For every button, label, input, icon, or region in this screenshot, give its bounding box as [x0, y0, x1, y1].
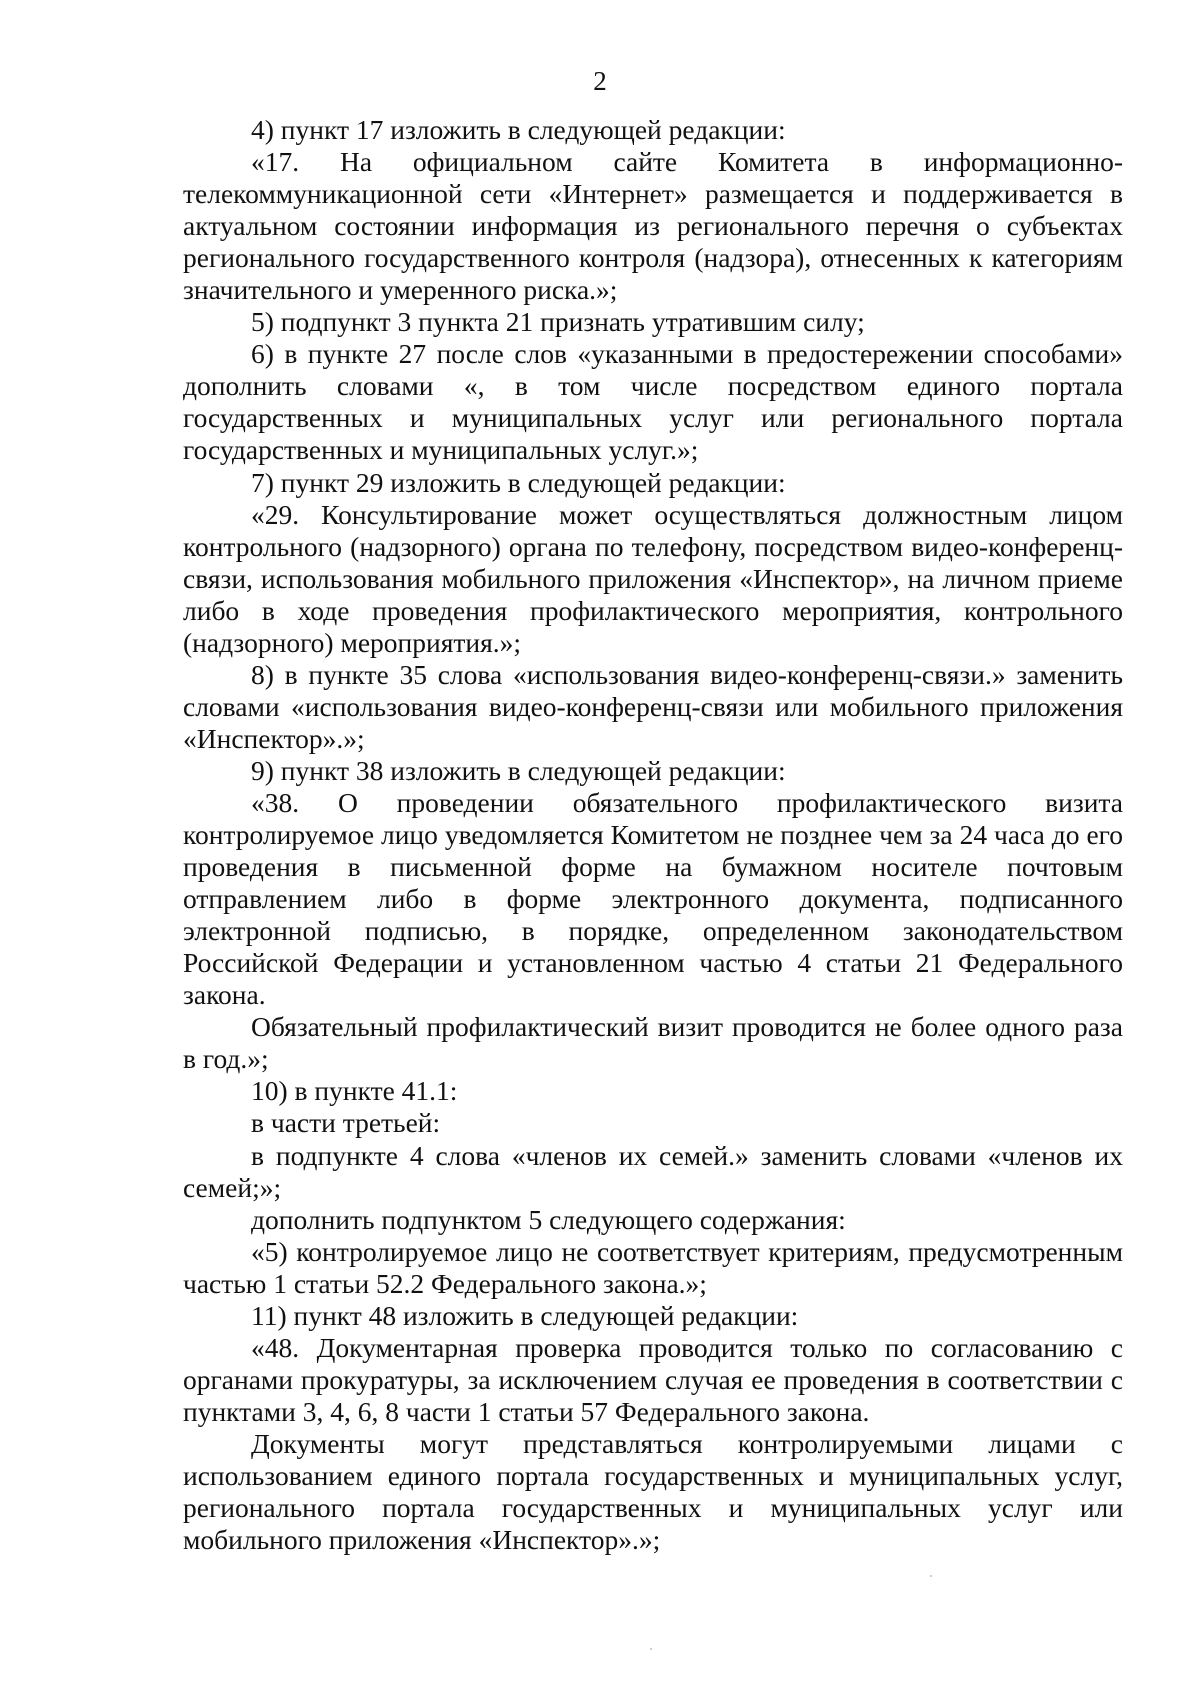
- paragraph-item-8: 8) в пункте 35 слова «использования видео-конференц-связи.» заменить словами «использования видео-конференц-связи или мобильного приложения «Инспектор».»;: [183, 658, 1123, 754]
- paragraph-subpoint-4-change: в подпункте 4 слова «членов их семей.» заменить словами «членов их семей;»;: [183, 1139, 1123, 1203]
- page-number: 2: [593, 66, 607, 96]
- scan-speck: [650, 1648, 652, 1650]
- paragraph-add-subpoint-5: дополнить подпунктом 5 следующего содержания:: [251, 1203, 846, 1235]
- paragraph-item-4: 4) пункт 17 изложить в следующей редакции:: [251, 114, 786, 145]
- scan-speck: [930, 1575, 932, 1577]
- paragraph-item-5: 5) подпункт 3 пункта 21 признать утратившим силу;: [251, 306, 865, 338]
- paragraph-item-11: 11) пункт 48 изложить в следующей редакции:: [251, 1299, 799, 1331]
- paragraph-point-17-text: «17. На официальном сайте Комитета в информационно-телекоммуникационной сети «Интернет» размещается и поддерживается в актуальном состоянии информация из регионального перечня о субъектах регионального государственного контроля (надзора), отнесенных к категориям значительного и умеренного риска.»;: [183, 146, 1123, 306]
- paragraph-part-three: в части третьей:: [251, 1107, 441, 1139]
- paragraph-item-7: 7) пункт 29 изложить в следующей редакции:: [251, 466, 786, 498]
- paragraph-item-10: 10) в пункте 41.1:: [251, 1075, 458, 1107]
- document-body: [183, 114, 1123, 1556]
- paragraph-subpoint-5-text: «5) контролируемое лицо не соответствует критериям, предусмотренным частью 1 статьи 52.2 Федерального закона.»;: [183, 1235, 1123, 1299]
- paragraph-item-9: 9) пункт 38 изложить в следующей редакции:: [251, 754, 786, 786]
- paragraph-point-48-documents: Документы могут представляться контролируемыми лицами с использованием единого портала государственных и муниципальных услуг, регионального портала государственных и муниципальных услуг или мобильного приложения «Инспектор».»;: [183, 1427, 1123, 1556]
- paragraph-point-38-text: «38. О проведении обязательного профилактического визита контролируемое лицо уведомляется Комитетом не позднее чем за 24 часа до его проведения в письменной форме на бумажном носителе почтовым отправлением либо в форме электронного документа, подписанного электронной подписью, в порядке, определенном законодательством Российской Федерации и установленном частью 4 статьи 21 Федерального закона.: [183, 786, 1123, 1011]
- paragraph-point-48-text: «48. Документарная проверка проводится только по согласованию с органами прокуратуры, за исключением случая ее проведения в соответствии с пунктами 3, 4, 6, 8 части 1 статьи 57 Федерального закона.: [183, 1331, 1123, 1427]
- paragraph-point-29-text: «29. Консультирование может осуществляться должностным лицом контрольного (надзорного) органа по телефону, посредством видео-конференц-связи, использования мобильного приложения «Инспектор», на личном приеме либо в ходе проведения профилактического мероприятия, контрольного (надзорного) мероприятия.»;: [183, 498, 1123, 658]
- paragraph-point-38-visit-frequency: Обязательный профилактический визит проводится не более одного раза в год.»;: [183, 1011, 1123, 1075]
- paragraph-item-6: 6) в пункте 27 после слов «указанными в предостережении способами» дополнить словами «, в том числе посредством единого портала государственных и муниципальных услуг или регионального портала государственных и муниципальных услуг.»;: [183, 338, 1123, 466]
